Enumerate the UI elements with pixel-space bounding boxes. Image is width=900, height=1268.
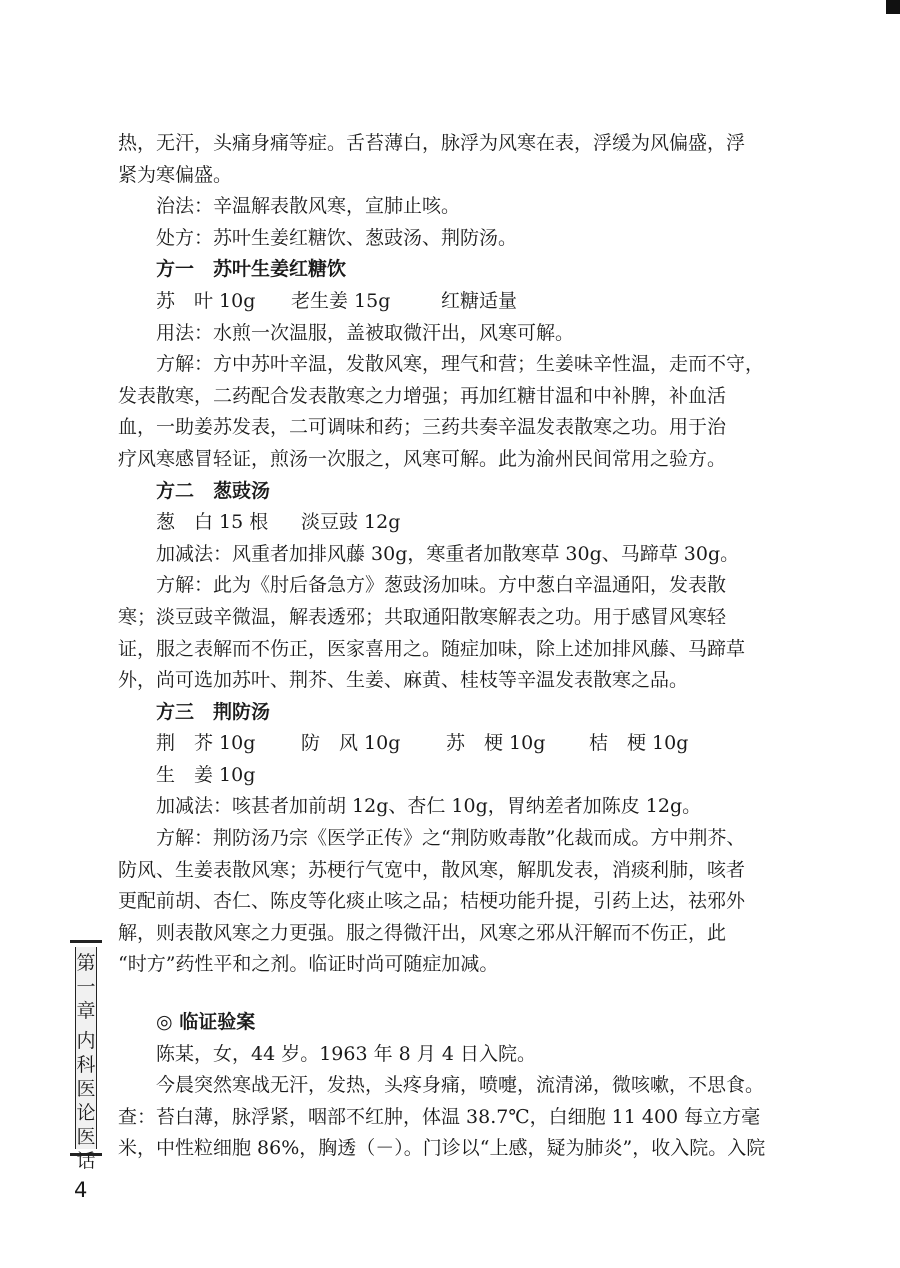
herb-item: 淡豆豉 12g <box>301 511 401 534</box>
tab-char: 医 <box>76 1078 96 1100</box>
herb-item: 生 姜 10g <box>156 763 256 786</box>
text-line: 方解：荆防汤乃宗《医学正传》之“荆防败毒散”化裁而成。方中荆芥、 <box>156 827 746 850</box>
text-line: 血，一助姜苏发表，二可调味和药；三药共奏辛温发表散寒之功。用于治 <box>118 416 727 439</box>
page-body <box>118 128 768 1165</box>
herb-item: 荆 芥 10g <box>156 732 256 755</box>
text-line: 疗风寒感冒轻证，煎汤一次服之，风寒可解。此为渝州民间常用之验方。 <box>118 447 727 470</box>
herb-item: 苏 叶 10g <box>156 289 256 312</box>
prescription-list: 处方：苏叶生姜红糖饮、葱豉汤、荆防汤。 <box>156 226 518 249</box>
text-line: 方解：方中苏叶辛温，发散风寒，理气和营；生姜味辛性温，走而不守， <box>156 353 765 376</box>
text-line: 防风、生姜表散风寒；苏梗行气宽中，散风寒，解肌发表，消痰利肺，咳者 <box>118 858 746 881</box>
section-spacer <box>118 981 768 1007</box>
herb-item: 红糖适量 <box>441 289 518 312</box>
chapter-side-tab-text <box>70 951 102 1173</box>
herb-row <box>118 728 768 760</box>
herb-item: 葱 白 15 根 <box>156 511 269 534</box>
formula-heading-1: 方一 苏叶生姜红糖饮 <box>156 258 347 281</box>
text-line: 发表散寒，二药配合发表散寒之力增强；再加红糖甘温和中补脾，补血活 <box>118 384 727 407</box>
corner-crop-mark <box>886 0 900 14</box>
herb-item: 老生姜 15g <box>291 289 391 312</box>
tab-char: 科 <box>76 1054 96 1076</box>
page-number: 4 <box>74 1178 88 1202</box>
modification-text: 加减法：风重者加排风藤 30g，寒重者加散寒草 30g、马蹄草 30g。 <box>156 542 740 565</box>
tab-char: 章 <box>76 1000 96 1022</box>
herb-item: 桔 梗 10g <box>589 732 689 755</box>
text-line: 更配前胡、杏仁、陈皮等化痰止咳之品；桔梗功能升提，引药上达，祛邪外 <box>118 890 746 913</box>
tab-char: 第 <box>76 952 96 974</box>
text-line: 陈某，女，44 岁。1963 年 8 月 4 日入院。 <box>156 1042 536 1065</box>
case-section-heading: ◎ 临证验案 <box>156 1011 256 1034</box>
tab-char: 论 <box>76 1102 96 1124</box>
herb-item: 防 风 10g <box>301 732 401 755</box>
text-line: 紧为寒偏盛。 <box>118 163 233 186</box>
modification-text: 加减法：咳甚者加前胡 12g、杏仁 10g，胃纳差者加陈皮 12g。 <box>156 795 702 818</box>
herb-row <box>118 286 768 318</box>
text-line: 方解：此为《肘后备急方》葱豉汤加味。方中葱白辛温通阳，发表散 <box>156 574 727 597</box>
treatment-method: 治法：辛温解表散风寒，宣肺止咳。 <box>156 195 461 218</box>
tab-char: 话 <box>76 1150 96 1172</box>
tab-char: 一 <box>76 976 96 998</box>
text-line: 今晨突然寒战无汗，发热，头疼身痛，喷嚏，流清涕，微咳嗽，不思食。 <box>156 1074 765 1097</box>
usage-text: 用法：水煎一次温服，盖被取微汗出，风寒可解。 <box>156 321 575 344</box>
tab-char: 医 <box>76 1126 96 1148</box>
text-line: 米，中性粒细胞 86%，胸透（－）。门诊以“上感，疑为肺炎”，收入院。入院 <box>118 1137 766 1160</box>
herb-item: 苏 梗 10g <box>446 732 546 755</box>
text-line: 外，尚可选加苏叶、荆芥、生姜、麻黄、桂枝等辛温发表散寒之品。 <box>118 669 689 692</box>
text-line: 查：苔白薄，脉浮紧，咽部不红肿，体温 38.7℃，白细胞 11 400 每立方毫 <box>118 1105 761 1128</box>
herb-row <box>118 760 768 792</box>
formula-heading-3: 方三 荆防汤 <box>156 700 271 723</box>
text-line: 证，服之表解而不伤正，医家喜用之。随症加味，除上述加排风藤、马蹄草 <box>118 637 746 660</box>
text-line: 寒；淡豆豉辛微温，解表透邪；共取通阳散寒解表之功。用于感冒风寒轻 <box>118 605 727 628</box>
text-line: “时方”药性平和之剂。临证时尚可随症加减。 <box>118 953 499 976</box>
text-line: 热，无汗，头痛身痛等症。舌苔薄白，脉浮为风寒在表，浮缓为风偏盛，浮 <box>118 132 746 154</box>
tab-char: 内 <box>76 1030 96 1052</box>
formula-heading-2: 方二 葱豉汤 <box>156 479 271 502</box>
chapter-side-tab <box>70 940 102 1172</box>
herb-row <box>118 507 768 539</box>
text-line: 解，则表散风寒之力更强。服之得微汗出，风寒之邪从汗解而不伤正，此 <box>118 921 727 944</box>
